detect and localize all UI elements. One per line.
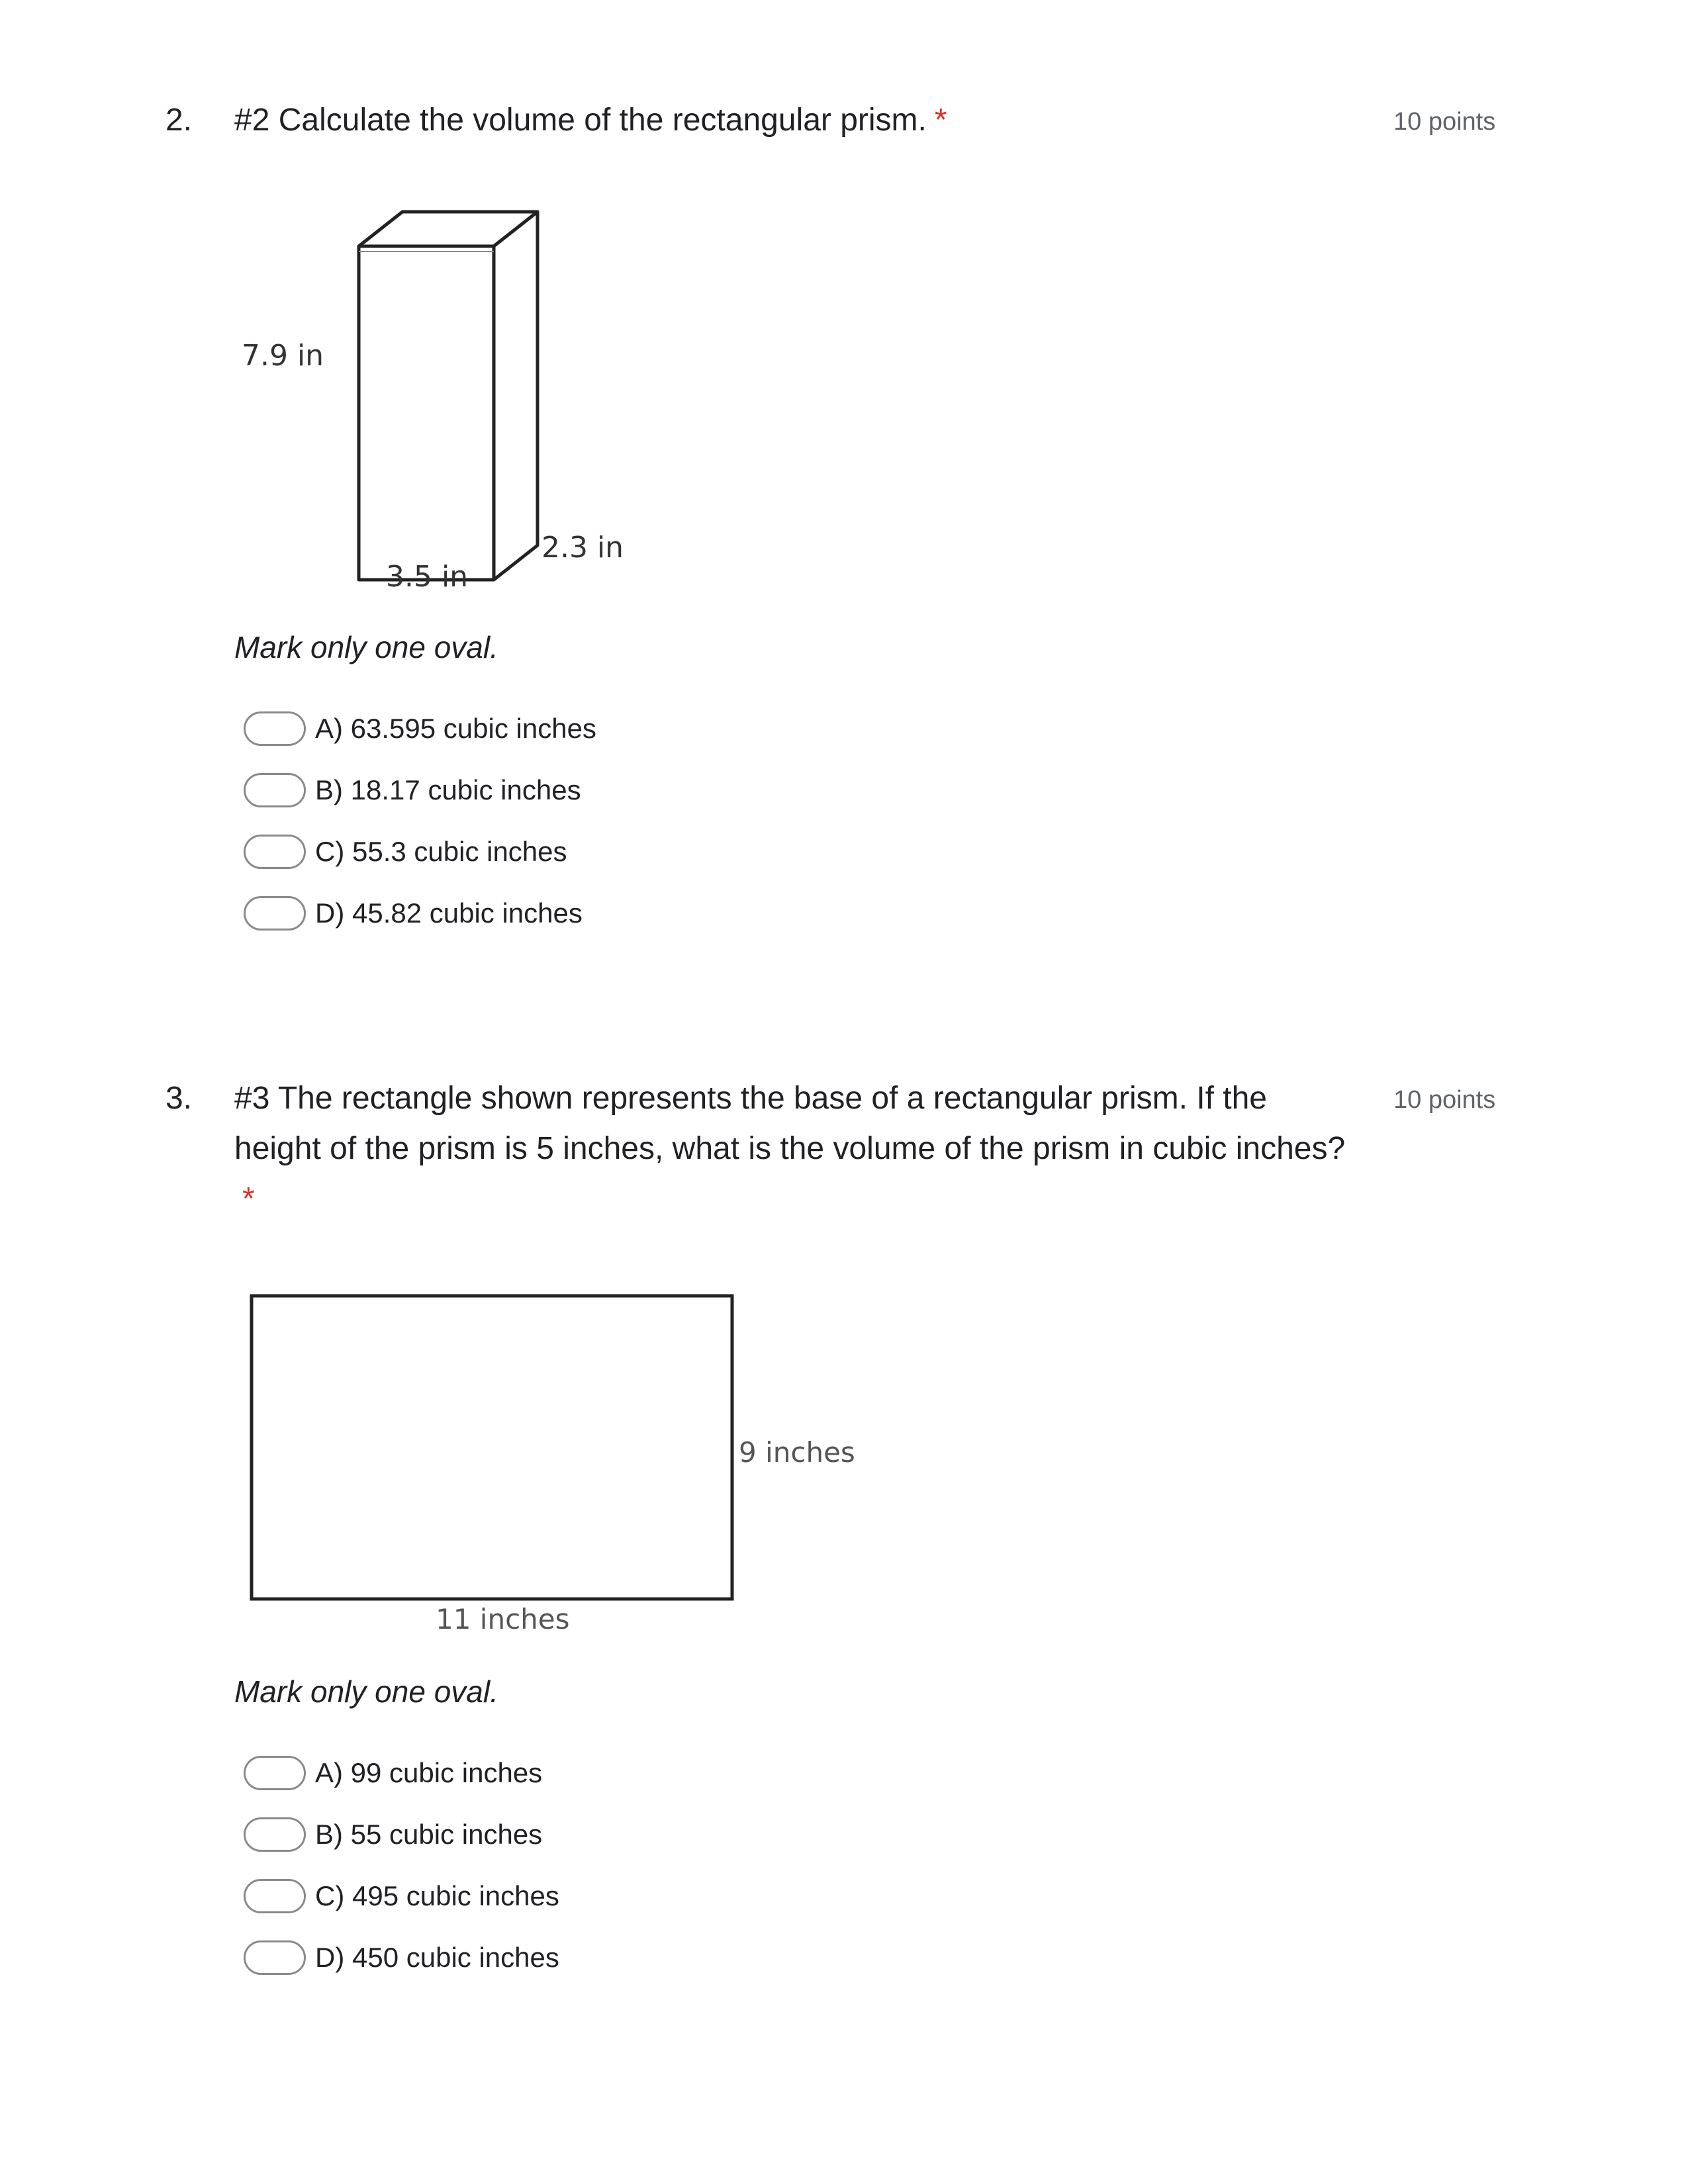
question-2-options <box>244 698 596 944</box>
rectangular-prism-figure <box>225 199 649 609</box>
prism-side-face <box>494 212 538 580</box>
prism-height-label: 7.9 in <box>242 339 324 373</box>
option-b[interactable] <box>244 1803 559 1865</box>
required-asterisk: * <box>934 103 947 138</box>
rectangle-base-figure <box>245 1291 867 1648</box>
option-label: D) 450 cubic inches <box>315 1941 559 1973</box>
option-a[interactable] <box>244 698 596 759</box>
option-c[interactable] <box>244 821 596 882</box>
question-2-title-text: #2 Calculate the volume of the rectangular prism. <box>234 103 927 138</box>
option-label: C) 495 cubic inches <box>315 1880 559 1911</box>
radio-oval[interactable] <box>244 1879 306 1913</box>
question-3-instruction: Mark only one oval. <box>234 1674 498 1709</box>
radio-oval[interactable] <box>244 896 306 931</box>
question-2-instruction: Mark only one oval. <box>234 630 498 664</box>
radio-oval[interactable] <box>244 711 306 746</box>
option-label: C) 55.3 cubic inches <box>315 835 567 867</box>
option-label: D) 45.82 cubic inches <box>315 897 583 929</box>
question-3-title <box>234 1073 1346 1224</box>
question-2-title <box>234 95 1346 146</box>
question-3-points: 10 points <box>1393 1086 1496 1114</box>
option-b[interactable] <box>244 759 596 821</box>
rectangle-base <box>252 1296 732 1599</box>
radio-oval[interactable] <box>244 1817 306 1852</box>
prism-width-label: 3.5 in <box>386 560 469 594</box>
question-2-number: 2. <box>165 103 193 138</box>
question-3-number: 3. <box>165 1081 193 1116</box>
question-3-title-text: #3 The rectangle shown represents the base of a rectangular prism. If the height of the prism is 5 inches, what is the volume of the prism in cubic inches? <box>234 1081 1346 1166</box>
prism-front-face <box>359 246 494 580</box>
rectangle-bottom-label: 11 inches <box>436 1603 570 1635</box>
rectangle-side-label: 9 inches <box>739 1436 855 1469</box>
prism-depth-label: 2.3 in <box>541 531 624 565</box>
radio-oval[interactable] <box>244 1940 306 1975</box>
question-3-options <box>244 1742 559 1988</box>
option-label: A) 99 cubic inches <box>315 1756 543 1788</box>
option-label: B) 18.17 cubic inches <box>315 774 581 805</box>
radio-oval[interactable] <box>244 773 306 807</box>
radio-oval[interactable] <box>244 835 306 869</box>
option-label: B) 55 cubic inches <box>315 1818 543 1850</box>
option-a[interactable] <box>244 1742 559 1803</box>
option-c[interactable] <box>244 1865 559 1927</box>
radio-oval[interactable] <box>244 1756 306 1790</box>
option-label: A) 63.595 cubic inches <box>315 712 596 744</box>
required-asterisk: * <box>242 1181 255 1216</box>
question-2-points: 10 points <box>1393 108 1496 136</box>
option-d[interactable] <box>244 1927 559 1988</box>
option-d[interactable] <box>244 882 596 944</box>
